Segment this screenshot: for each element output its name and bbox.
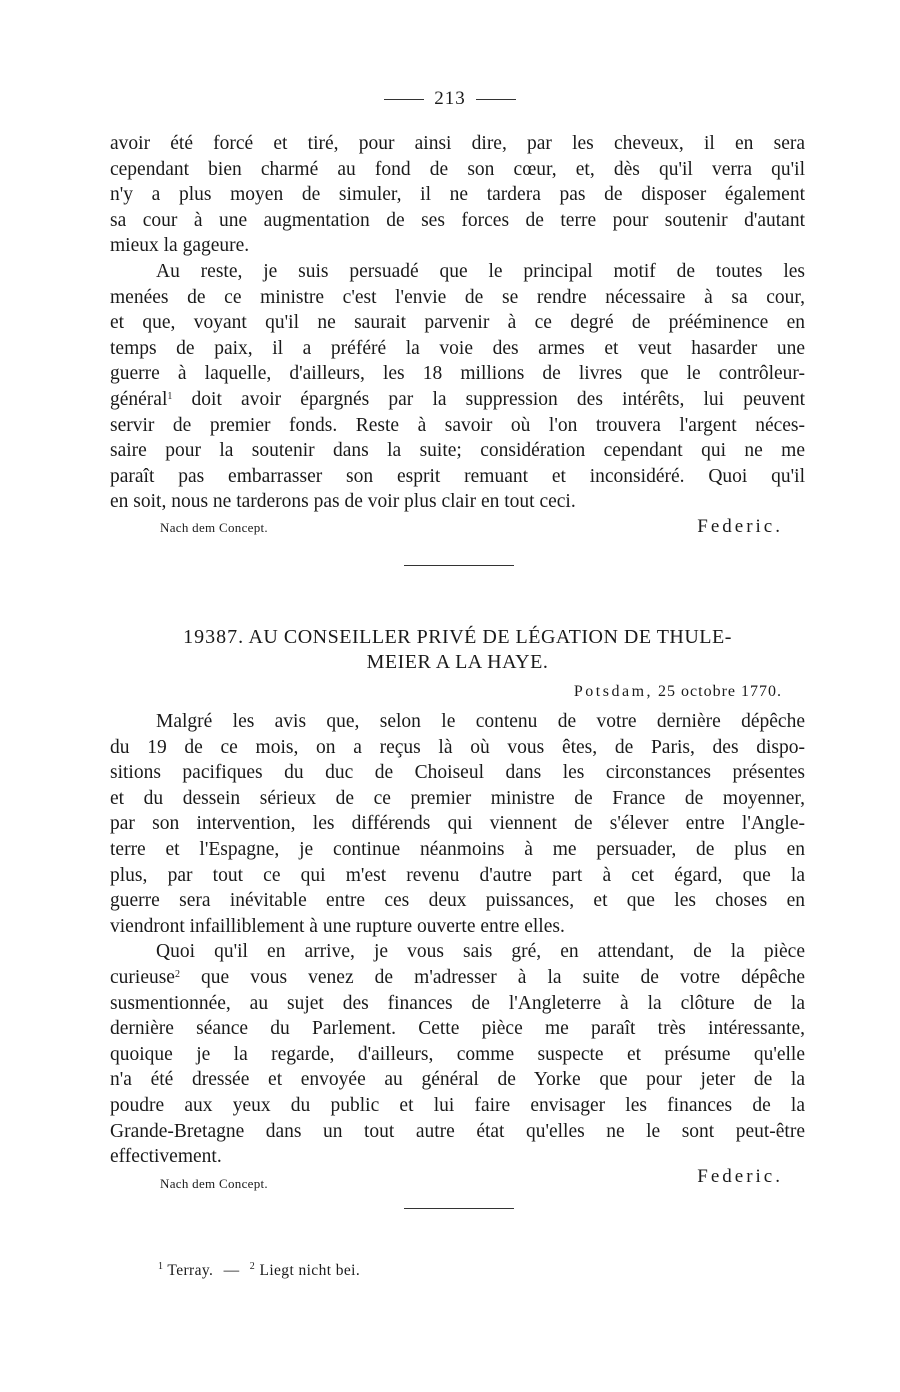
footnote-mark: 1 [167,390,173,402]
paragraph-line: viendront infailliblement à une rupture ouverte entre elles. [110,915,565,937]
paragraph-line-with-footnote [110,965,805,991]
paragraph-line: plus, par tout ce qui m'est revenu d'autre part à cet égard, que la [110,864,805,886]
footnote-mark: 2 [174,968,180,980]
paragraph-line: temps de paix, il a préféré la voie des armes et veut hasarder une [110,337,805,359]
footnote-number: 2 [249,1261,256,1272]
paragraph-line: susmentionnée, au sujet des finances de l'Angleterre à la clôture de la [110,992,805,1014]
paragraph-line: Au reste, je suis persuadé que le principal motif de toutes les [156,260,805,282]
letter1-body [110,131,805,515]
paragraph-line: terre et l'Espagne, je continue néanmoins à me persuader, de plus en [110,838,805,860]
page-number-dash-left [384,99,424,100]
dateline [574,683,782,701]
heading-line-2: MEIER A LA HAYE. [366,651,549,673]
section-divider [404,565,514,566]
paragraph-line: et du dessein sérieux de ce premier ministre de France de moyenner, [110,787,805,809]
paragraph-line: Grande-Bretagne dans un tout autre état qu'elles ne le sont peut-être [110,1120,805,1142]
footnote-text: Liegt nicht bei. [259,1262,361,1279]
source-note: Nach dem Concept. [160,1176,268,1191]
paragraph-line-with-footnote [110,387,805,413]
dateline-place: Potsdam, [573,683,654,700]
paragraph-line: saire pour la soutenir dans la suite; considération cependant qui ne me [110,440,805,462]
paragraph-line: menées de ce ministre c'est l'envie de se rendre nécessaire à sa cour, [110,286,805,308]
letter-title: AU CONSEILLER PRIVÉ DE LÉGATION DE THULE- [248,626,732,648]
line-segment: doit avoir épargnés par la suppression des intérêts, lui peuvent [172,388,805,410]
paragraph-line: servir de premier fonds. Reste à savoir où l'on trouvera l'argent néces- [110,414,805,436]
paragraph-line: avoir été forcé et tiré, pour ainsi dire, par les cheveux, il en sera [110,133,805,154]
paragraph-line: effectivement. [110,1146,222,1168]
paragraph-line: cependant bien charmé au fond de son cœur, et, dès qu'il verra qu'il [110,158,805,180]
paragraph-line: n'a été dressée et envoyée au général de Yorke que pour jeter de la [110,1069,805,1091]
page-number-text: 213 [434,88,466,109]
letter2-closing [110,1166,805,1190]
paragraph-line: mieux la gageure. [110,235,250,257]
dateline-date: 25 octobre 1770. [658,683,782,700]
paragraph-line: sitions pacifiques du duc de Choiseul dans les circonstances présentes [110,762,805,784]
paragraph-line: n'y a plus moyen de simuler, il ne tardera pas de disposer également [110,184,805,206]
footnotes [158,1262,360,1280]
paragraph-line: dernière séance du Parlement. Cette pièce me paraît très intéressante, [110,1018,805,1040]
signature: Federic. [697,1166,783,1187]
footnote-text: Terray. [167,1262,214,1279]
signature: Federic. [697,516,783,537]
paragraph-line: en soit, nous ne tarderons pas de voir plus clair en tout ceci. [110,491,576,513]
letter2-body [110,709,805,1170]
paragraph-line: Malgré les avis que, selon le contenu de votre dernière dépêche [156,711,805,732]
section-divider [404,1208,514,1209]
letter2-heading [110,625,805,675]
paragraph-line: Quoi qu'il en arrive, je vous sais gré, en attendant, de la pièce [156,941,805,963]
paragraph-line: guerre à laquelle, d'ailleurs, les 18 millions de livres que le contrôleur- [110,363,805,385]
paragraph-line: paraît pas embarrasser son esprit remuant et inconsidéré. Quoi qu'il [110,465,805,487]
source-note: Nach dem Concept. [160,520,268,535]
paragraph-line: quoique je la regarde, d'ailleurs, comme suspecte et présume qu'elle [110,1043,805,1065]
line-segment: que vous venez de m'adresser à la suite de votre dépêche [179,966,805,988]
page-number-dash-right [476,99,516,100]
paragraph-line: par son intervention, les différends qui viennent de s'élever entre l'Angle- [110,813,805,835]
footnote-separator: — [223,1262,240,1279]
line-segment: curieuse [110,966,175,988]
heading-line-1 [110,625,805,650]
letter-number: 19387. [183,626,245,648]
paragraph-line: guerre sera inévitable entre ces deux puissances, et que les choses en [110,890,805,912]
line-segment: général [110,388,168,410]
paragraph-line: et que, voyant qu'il ne saurait parvenir à ce degré de prééminence en [110,312,805,334]
paragraph-line: poudre aux yeux du public et lui faire envisager les finances de la [110,1094,805,1116]
paragraph-line: du 19 de ce mois, on a reçus là où vous êtes, de Paris, des dispo- [110,736,805,758]
letter1-closing [110,516,805,540]
paragraph-line: sa cour à une augmentation de ses forces de terre pour soutenir d'autant [110,209,805,231]
page-number [0,88,900,110]
footnote-number: 1 [158,1261,164,1272]
